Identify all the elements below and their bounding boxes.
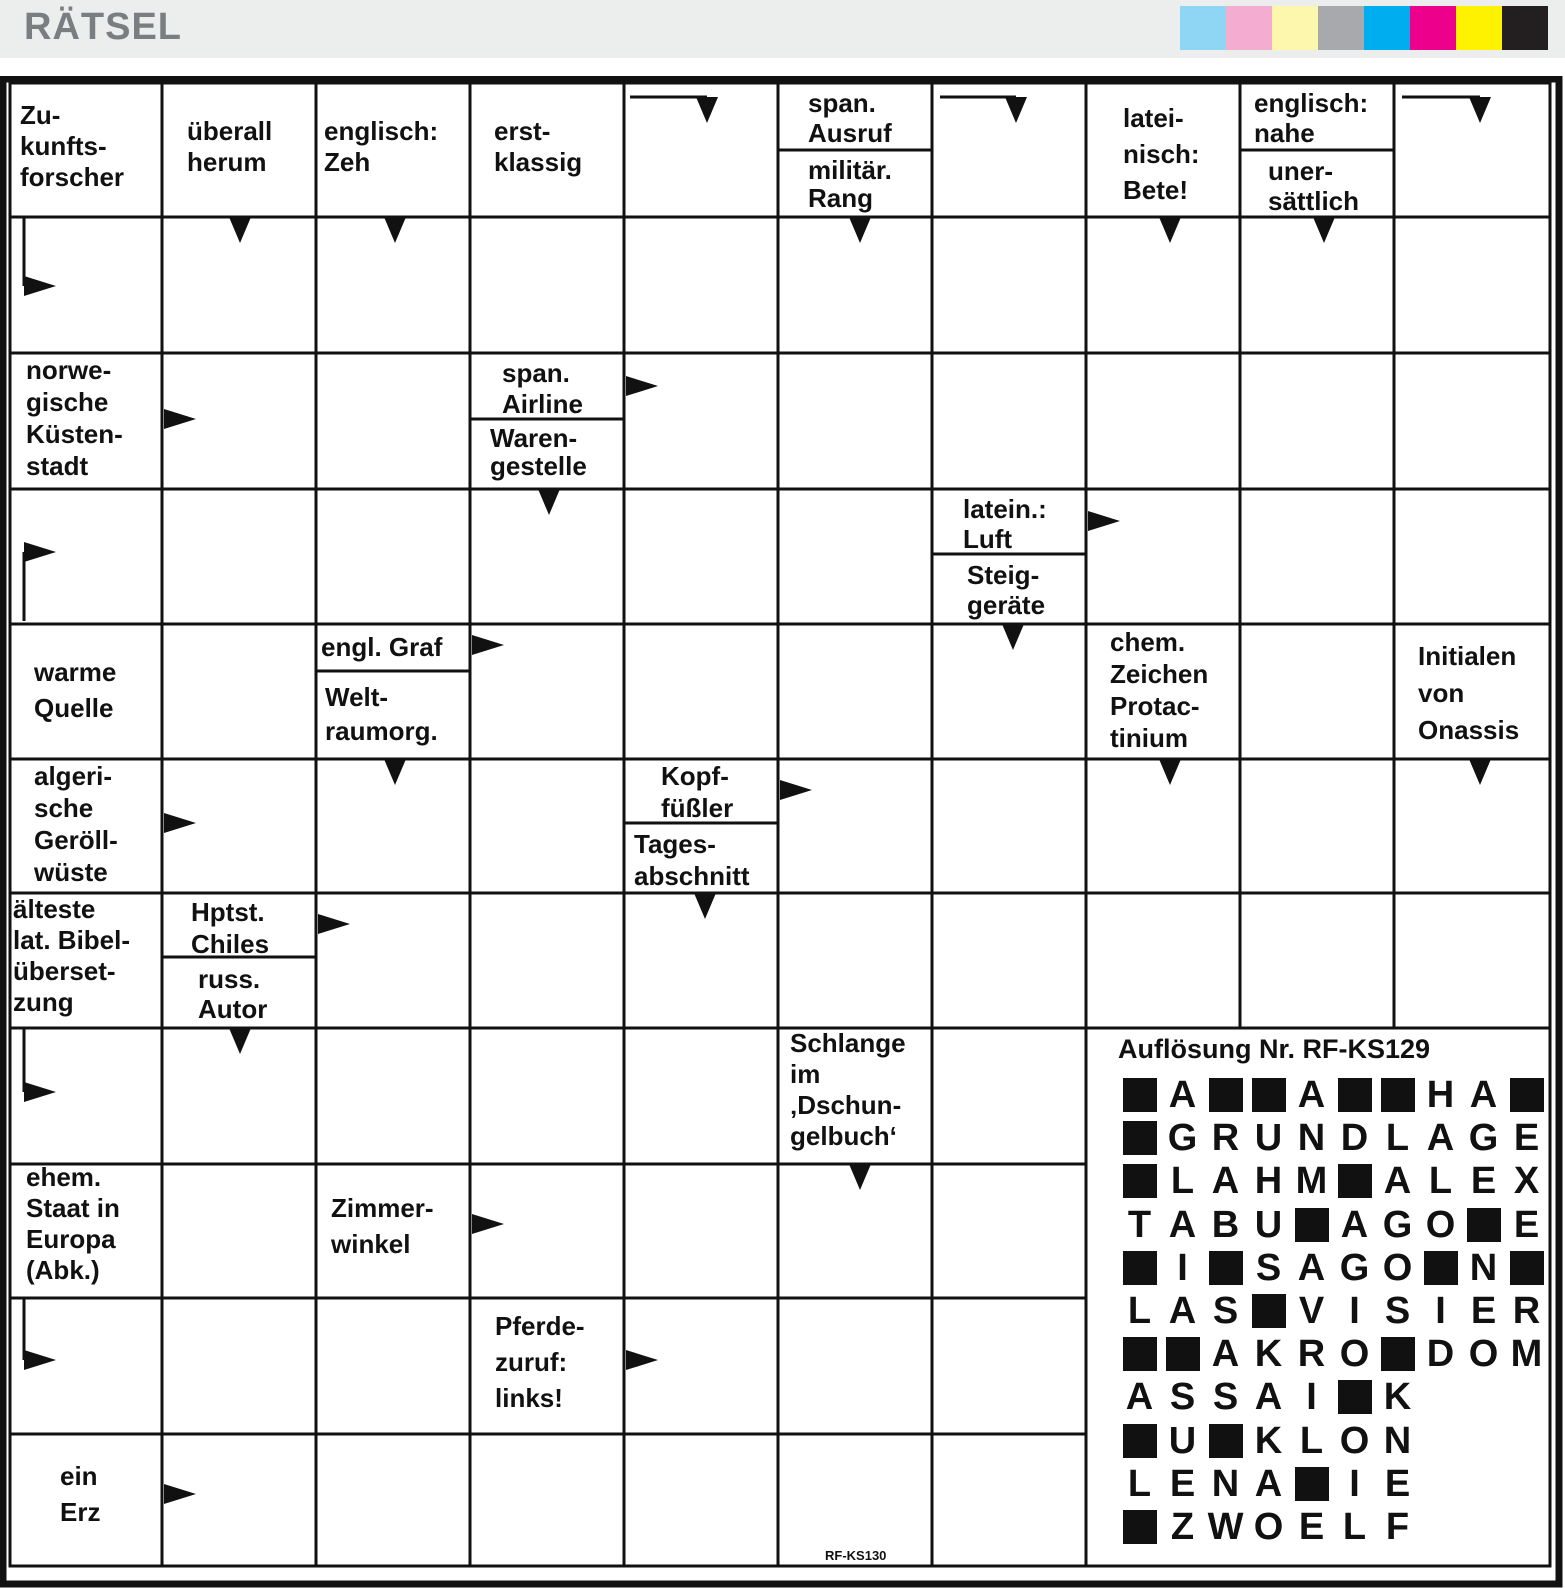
page-title: RÄTSEL (24, 6, 182, 48)
solution-letter: L (1428, 1160, 1453, 1203)
solution-row (1118, 1290, 1548, 1332)
solution-black-square (1381, 1078, 1415, 1112)
clue-cell: Initialen von Onassis (1418, 641, 1520, 745)
solution-black-square (1209, 1251, 1243, 1285)
solution-letter: I (1349, 1462, 1360, 1505)
arrow-down-icon (538, 489, 560, 515)
arrow-down-icon (384, 759, 406, 785)
solution-row (1118, 1463, 1419, 1505)
solution-title: Auflösung Nr. RF-KS129 (1118, 1034, 1431, 1064)
solution-letter: D (1426, 1333, 1455, 1376)
solution-letter: Z (1170, 1506, 1195, 1548)
solution-letter: A (1254, 1462, 1283, 1505)
clue-cell: ein Erz (60, 1461, 101, 1527)
crossword-grid (0, 76, 1565, 1588)
arrow-down-icon (1469, 759, 1491, 785)
solution-black-square (1123, 1251, 1157, 1285)
color-swatch (1180, 6, 1226, 50)
clue-cell: Steig- geräte (967, 560, 1046, 620)
clue-cell: chem. Zeichen Protac- tinium (1110, 627, 1209, 753)
solution-black-square (1123, 1424, 1157, 1458)
solution-letter: U (1254, 1203, 1283, 1246)
solution-letter: H (1254, 1160, 1283, 1203)
arrow-right-icon (164, 1484, 196, 1504)
clue-cell: norwe- gische Küsten- stadt (26, 355, 123, 481)
solution-black-square (1123, 1121, 1157, 1155)
arrow-right-icon (780, 780, 812, 800)
arrow-right-icon (626, 376, 658, 396)
clue-cell: uner- sättlich (1268, 156, 1360, 216)
solution-letter: K (1254, 1333, 1283, 1376)
solution-row (1118, 1420, 1419, 1462)
solution-letter: H (1426, 1074, 1455, 1116)
solution-letter: F (1385, 1506, 1410, 1548)
solution-letter: O (1425, 1203, 1456, 1246)
arrow-right-icon (24, 542, 56, 562)
solution-black-square (1338, 1164, 1372, 1198)
solution-letter: E (1513, 1117, 1540, 1160)
solution-black-square (1123, 1164, 1157, 1198)
solution-letter: N (1383, 1419, 1412, 1462)
solution-letter: A (1125, 1376, 1154, 1419)
solution-letter: A (1469, 1074, 1498, 1116)
solution-letter: A (1383, 1160, 1412, 1203)
solution-letter: O (1339, 1419, 1370, 1462)
color-swatch (1410, 6, 1456, 50)
arrow-right-icon (24, 276, 56, 296)
arrow-down-icon (384, 217, 406, 243)
clue-cell: russ. Autor (198, 964, 268, 1024)
arrow-down-icon (849, 1164, 871, 1190)
arrow-down-icon (1159, 217, 1181, 243)
arrow-right-icon (318, 914, 350, 934)
color-swatch (1318, 6, 1364, 50)
color-swatch (1226, 6, 1272, 50)
solution-letter: W (1207, 1506, 1244, 1548)
solution-black-square (1381, 1337, 1415, 1371)
solution-letter: R (1297, 1333, 1326, 1376)
clue-cell: englisch: Zeh (324, 116, 439, 177)
solution-letter: E (1470, 1290, 1497, 1332)
solution-row (1118, 1506, 1419, 1548)
header-bar (0, 0, 1565, 58)
solution-black-square (1338, 1078, 1372, 1112)
solution-letter: M (1295, 1160, 1328, 1203)
solution-letter: A (1168, 1203, 1197, 1246)
clue-cell: Waren- gestelle (490, 423, 587, 481)
solution-letter: O (1468, 1333, 1499, 1376)
solution-letter: R (1211, 1117, 1240, 1160)
solution-letter: E (1384, 1462, 1411, 1505)
solution-letter: O (1382, 1246, 1413, 1289)
solution-letter: U (1254, 1117, 1283, 1160)
solution-black-square (1123, 1078, 1157, 1112)
solution-letter: V (1298, 1290, 1325, 1332)
solution-letter: N (1211, 1462, 1240, 1505)
color-swatch (1272, 6, 1318, 50)
solution-black-square (1209, 1078, 1243, 1112)
color-swatch (1502, 6, 1548, 50)
arrow-down-icon (696, 97, 718, 123)
solution-letter: B (1211, 1203, 1240, 1246)
solution-letter: L (1342, 1506, 1367, 1548)
solution-letter: G (1468, 1117, 1499, 1160)
solution-black-square (1252, 1294, 1286, 1328)
arrow-right-icon (164, 813, 196, 833)
arrow-right-icon (24, 1350, 56, 1370)
solution-letter: K (1254, 1419, 1283, 1462)
solution-letter: K (1383, 1376, 1412, 1419)
solution-letter: A (1168, 1074, 1197, 1116)
solution-black-square (1123, 1337, 1157, 1371)
solution-letter: I (1177, 1246, 1188, 1289)
solution-black-square (1510, 1078, 1544, 1112)
solution-row (1118, 1160, 1548, 1202)
solution-letter: S (1212, 1376, 1239, 1419)
arrow-right-icon (626, 1350, 658, 1370)
solution-black-square (1510, 1251, 1544, 1285)
solution-letter: I (1435, 1290, 1446, 1332)
solution-letter: A (1211, 1160, 1240, 1203)
arrow-down-icon (229, 1028, 251, 1054)
solution-letter: L (1299, 1419, 1324, 1462)
solution-letter: L (1170, 1160, 1195, 1203)
solution-letter: E (1169, 1462, 1196, 1505)
solution-letter: A (1254, 1376, 1283, 1419)
solution-black-square (1338, 1380, 1372, 1414)
clue-cell: älteste lat. Bibel- überset- zung (13, 894, 131, 1017)
solution-letter: G (1382, 1203, 1413, 1246)
solution-black-square (1295, 1467, 1329, 1501)
solution-letter: A (1168, 1290, 1197, 1332)
clue-cell: Zimmer- winkel (331, 1193, 434, 1259)
solution-letter: L (1127, 1462, 1152, 1505)
clue-cell: ehem. Staat in Europa (Abk.) (26, 1162, 120, 1285)
clue-cell: Hptst. Chiles (191, 897, 270, 959)
solution-letter: A (1340, 1203, 1369, 1246)
solution-letter: O (1253, 1506, 1284, 1548)
clue-cell: latei- nisch: Bete! (1123, 103, 1200, 205)
solution-letter: A (1297, 1246, 1326, 1289)
clue-cell: Pferde- zuruf: links! (495, 1311, 585, 1413)
arrow-right-icon (472, 635, 504, 655)
solution-letter: N (1297, 1117, 1326, 1160)
clue-cell: militär. Rang (808, 155, 892, 213)
solution-letter: E (1470, 1160, 1497, 1203)
solution-letter: S (1169, 1376, 1196, 1419)
arrow-right-icon (24, 1082, 56, 1102)
puzzle-code: RF-KS130 (825, 1548, 887, 1563)
clue-cell: warme Quelle (34, 657, 117, 723)
solution-letter: I (1306, 1376, 1317, 1419)
arrow-down-icon (1469, 97, 1491, 123)
arrow-down-icon (694, 893, 716, 919)
solution-row (1118, 1247, 1548, 1289)
color-swatch (1456, 6, 1502, 50)
arrow-down-icon (229, 217, 251, 243)
solution-letter: M (1510, 1333, 1543, 1376)
clue-cell: Kopf- füßler (661, 761, 734, 823)
clue-cell: überall herum (187, 116, 273, 177)
arrow-down-icon (1313, 217, 1335, 243)
clue-cell: span. Airline (502, 358, 583, 419)
solution-letter: A (1211, 1333, 1240, 1376)
solution-black-square (1209, 1424, 1243, 1458)
clue-cell: algeri- sche Geröll- wüste (34, 761, 118, 887)
arrow-right-icon (1088, 511, 1120, 531)
arrow-down-icon (1002, 624, 1024, 650)
solution-black-square (1424, 1251, 1458, 1285)
solution-letter: A (1426, 1117, 1455, 1160)
solution-letter: S (1384, 1290, 1411, 1332)
solution-black-square (1252, 1078, 1286, 1112)
solution-letter: E (1513, 1203, 1540, 1246)
solution-letter: G (1339, 1246, 1370, 1289)
clue-cell: Welt- raumorg. (325, 682, 438, 746)
solution-letter: T (1127, 1203, 1152, 1246)
solution-row (1118, 1204, 1548, 1246)
solution-row (1118, 1376, 1419, 1418)
clue-cell: span. Ausruf (808, 88, 892, 148)
solution-letter: O (1339, 1333, 1370, 1376)
solution-letter: U (1168, 1419, 1197, 1462)
solution-letter: L (1385, 1117, 1410, 1160)
solution-letter: L (1127, 1290, 1152, 1332)
solution-letter: N (1469, 1246, 1498, 1289)
clue-cell: Zu- kunfts- forscher (20, 100, 125, 192)
solution-letter: S (1212, 1290, 1239, 1332)
solution-row (1118, 1117, 1548, 1159)
solution-black-square (1166, 1337, 1200, 1371)
solution-letter: S (1255, 1246, 1282, 1289)
solution-letter: I (1349, 1290, 1360, 1332)
arrow-down-icon (1159, 759, 1181, 785)
clue-cell: englisch: nahe (1254, 88, 1369, 148)
solution-letter: X (1513, 1160, 1540, 1203)
solution-black-square (1295, 1208, 1329, 1242)
clue-cell: latein.: Luft (963, 494, 1047, 554)
solution-row (1118, 1333, 1548, 1375)
color-swatch (1364, 6, 1410, 50)
solution-letter: D (1340, 1117, 1369, 1160)
arrow-right-icon (472, 1214, 504, 1234)
color-calibration-strip (1180, 6, 1548, 50)
solution-letter: A (1297, 1074, 1326, 1116)
clue-cell: engl. Graf (321, 632, 443, 662)
arrow-down-icon (849, 217, 871, 243)
solution-letter: R (1512, 1290, 1541, 1332)
clue-cell: Tages- abschnitt (634, 829, 750, 891)
solution-letter: G (1167, 1117, 1198, 1160)
solution-letter: E (1298, 1506, 1325, 1548)
arrow-right-icon (164, 409, 196, 429)
solution-row (1118, 1074, 1548, 1116)
arrow-down-icon (1005, 97, 1027, 123)
solution-black-square (1123, 1510, 1157, 1544)
clue-cell: erst- klassig (494, 116, 583, 177)
solution-black-square (1467, 1208, 1501, 1242)
clue-cell: Schlange im ‚Dschun- gelbuch‘ (790, 1028, 906, 1151)
